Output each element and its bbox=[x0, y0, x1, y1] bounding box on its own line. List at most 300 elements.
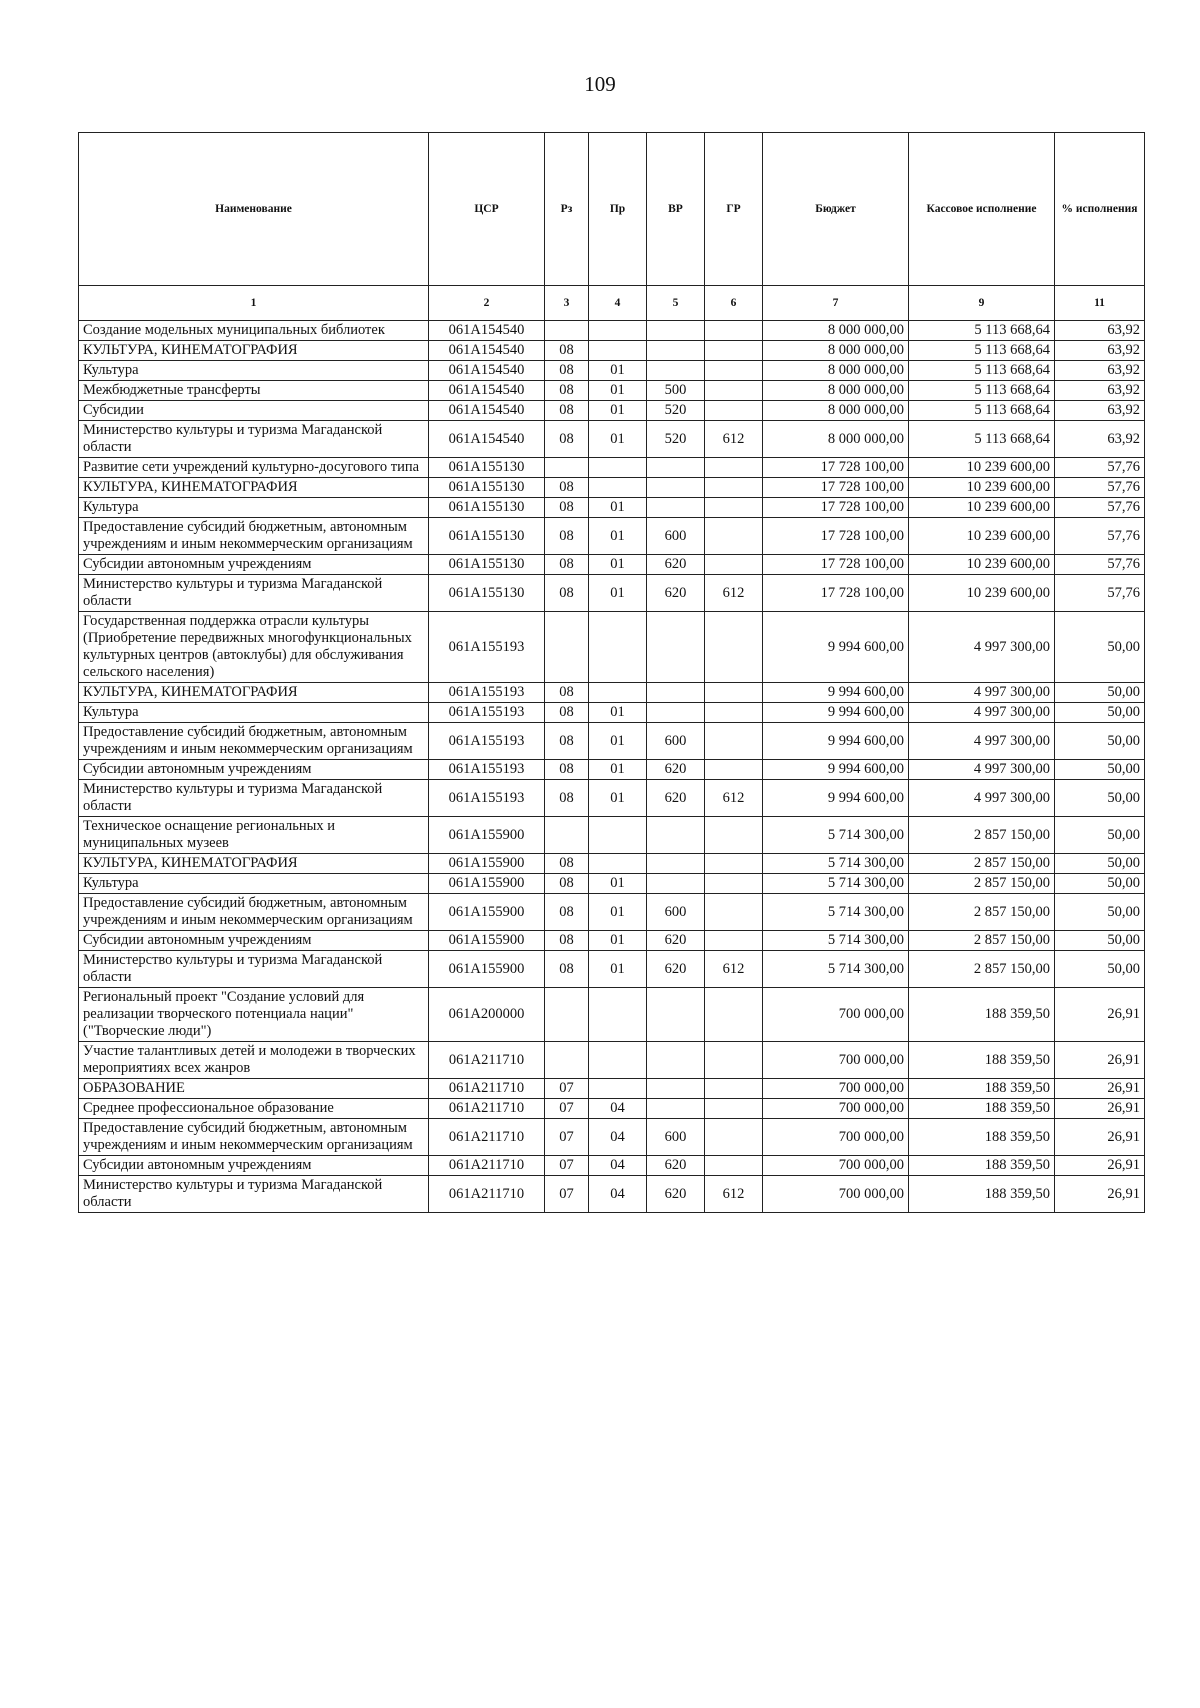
rz-cell: 08 bbox=[545, 401, 589, 421]
pr-cell: 01 bbox=[589, 780, 647, 817]
row-name-cell: КУЛЬТУРА, КИНЕМАТОГРАФИЯ bbox=[79, 683, 429, 703]
vr-cell: 620 bbox=[647, 780, 705, 817]
table-row bbox=[79, 498, 1145, 518]
percent-cell: 63,92 bbox=[1055, 321, 1145, 341]
rz-cell: 08 bbox=[545, 723, 589, 760]
row-name-cell: Предоставление субсидий бюджетным, автономным учреждениям и иным некоммерческим организациям bbox=[79, 723, 429, 760]
percent-cell: 50,00 bbox=[1055, 760, 1145, 780]
pr-cell bbox=[589, 341, 647, 361]
vr-cell: 500 bbox=[647, 381, 705, 401]
csr-cell: 061A211710 bbox=[429, 1119, 545, 1156]
header-cell: Кассовое исполнение bbox=[909, 133, 1055, 286]
budget-cell: 17 728 100,00 bbox=[763, 478, 909, 498]
percent-cell: 57,76 bbox=[1055, 478, 1145, 498]
csr-cell: 061A154540 bbox=[429, 341, 545, 361]
table-body bbox=[79, 321, 1145, 1213]
column-number: 3 bbox=[545, 286, 589, 321]
budget-cell: 700 000,00 bbox=[763, 988, 909, 1042]
pr-cell bbox=[589, 988, 647, 1042]
gr-cell bbox=[705, 518, 763, 555]
rz-cell: 08 bbox=[545, 874, 589, 894]
csr-cell: 061A155130 bbox=[429, 498, 545, 518]
row-name-cell: Предоставление субсидий бюджетным, автономным учреждениям и иным некоммерческим организациям bbox=[79, 894, 429, 931]
vr-cell: 620 bbox=[647, 1156, 705, 1176]
budget-cell: 5 714 300,00 bbox=[763, 931, 909, 951]
table-row bbox=[79, 1042, 1145, 1079]
rz-cell: 07 bbox=[545, 1176, 589, 1213]
execution-cell: 4 997 300,00 bbox=[909, 612, 1055, 683]
rz-cell bbox=[545, 1042, 589, 1079]
table-row bbox=[79, 421, 1145, 458]
execution-cell: 10 239 600,00 bbox=[909, 498, 1055, 518]
gr-cell bbox=[705, 401, 763, 421]
percent-cell: 63,92 bbox=[1055, 341, 1145, 361]
vr-cell: 620 bbox=[647, 555, 705, 575]
csr-cell: 061A155193 bbox=[429, 683, 545, 703]
percent-cell: 50,00 bbox=[1055, 894, 1145, 931]
vr-cell bbox=[647, 361, 705, 381]
row-name-cell: Министерство культуры и туризма Магаданской области bbox=[79, 421, 429, 458]
pr-cell bbox=[589, 458, 647, 478]
budget-cell: 17 728 100,00 bbox=[763, 555, 909, 575]
pr-cell: 01 bbox=[589, 951, 647, 988]
csr-cell: 061A155900 bbox=[429, 854, 545, 874]
table-row bbox=[79, 894, 1145, 931]
percent-cell: 50,00 bbox=[1055, 683, 1145, 703]
budget-cell: 5 714 300,00 bbox=[763, 874, 909, 894]
pr-cell bbox=[589, 683, 647, 703]
vr-cell: 600 bbox=[647, 894, 705, 931]
csr-cell: 061A155130 bbox=[429, 458, 545, 478]
percent-cell: 63,92 bbox=[1055, 381, 1145, 401]
vr-cell: 620 bbox=[647, 951, 705, 988]
row-name-cell: КУЛЬТУРА, КИНЕМАТОГРАФИЯ bbox=[79, 478, 429, 498]
table-row bbox=[79, 780, 1145, 817]
budget-cell: 8 000 000,00 bbox=[763, 381, 909, 401]
vr-cell: 620 bbox=[647, 931, 705, 951]
rz-cell: 08 bbox=[545, 381, 589, 401]
csr-cell: 061A155130 bbox=[429, 478, 545, 498]
table-row bbox=[79, 401, 1145, 421]
budget-cell: 9 994 600,00 bbox=[763, 612, 909, 683]
table-row bbox=[79, 931, 1145, 951]
csr-cell: 061A155193 bbox=[429, 612, 545, 683]
row-name-cell: Министерство культуры и туризма Магаданской области bbox=[79, 575, 429, 612]
rz-cell bbox=[545, 321, 589, 341]
vr-cell bbox=[647, 458, 705, 478]
budget-cell: 8 000 000,00 bbox=[763, 341, 909, 361]
execution-cell: 188 359,50 bbox=[909, 1099, 1055, 1119]
row-name-cell: Субсидии автономным учреждениям bbox=[79, 555, 429, 575]
budget-cell: 8 000 000,00 bbox=[763, 321, 909, 341]
table-row bbox=[79, 854, 1145, 874]
budget-cell: 17 728 100,00 bbox=[763, 575, 909, 612]
csr-cell: 061A211710 bbox=[429, 1156, 545, 1176]
table-row bbox=[79, 478, 1145, 498]
percent-cell: 50,00 bbox=[1055, 703, 1145, 723]
column-number: 11 bbox=[1055, 286, 1145, 321]
execution-cell: 2 857 150,00 bbox=[909, 854, 1055, 874]
budget-cell: 700 000,00 bbox=[763, 1079, 909, 1099]
percent-cell: 50,00 bbox=[1055, 951, 1145, 988]
vr-cell bbox=[647, 1079, 705, 1099]
csr-cell: 061A155193 bbox=[429, 723, 545, 760]
gr-cell bbox=[705, 555, 763, 575]
execution-cell: 188 359,50 bbox=[909, 1042, 1055, 1079]
rz-cell bbox=[545, 817, 589, 854]
row-name-cell: Межбюджетные трансферты bbox=[79, 381, 429, 401]
percent-cell: 57,76 bbox=[1055, 518, 1145, 555]
execution-cell: 188 359,50 bbox=[909, 988, 1055, 1042]
pr-cell: 01 bbox=[589, 703, 647, 723]
column-number: 6 bbox=[705, 286, 763, 321]
execution-cell: 5 113 668,64 bbox=[909, 401, 1055, 421]
budget-cell: 700 000,00 bbox=[763, 1119, 909, 1156]
pr-cell bbox=[589, 612, 647, 683]
budget-cell: 8 000 000,00 bbox=[763, 401, 909, 421]
table-row bbox=[79, 555, 1145, 575]
vr-cell bbox=[647, 683, 705, 703]
csr-cell: 061A155193 bbox=[429, 760, 545, 780]
execution-cell: 2 857 150,00 bbox=[909, 874, 1055, 894]
budget-cell: 17 728 100,00 bbox=[763, 518, 909, 555]
gr-cell: 612 bbox=[705, 421, 763, 458]
pr-cell: 01 bbox=[589, 401, 647, 421]
pr-cell: 01 bbox=[589, 555, 647, 575]
pr-cell: 04 bbox=[589, 1176, 647, 1213]
gr-cell bbox=[705, 817, 763, 854]
row-name-cell: Государственная поддержка отрасли культуры (Приобретение передвижных многофункциональных культурных центров (автоклубы) для обслуживания сельского населения) bbox=[79, 612, 429, 683]
execution-cell: 4 997 300,00 bbox=[909, 760, 1055, 780]
percent-cell: 26,91 bbox=[1055, 1119, 1145, 1156]
vr-cell: 600 bbox=[647, 723, 705, 760]
rz-cell: 08 bbox=[545, 683, 589, 703]
gr-cell bbox=[705, 498, 763, 518]
row-name-cell: Министерство культуры и туризма Магаданской области bbox=[79, 951, 429, 988]
csr-cell: 061A155900 bbox=[429, 894, 545, 931]
gr-cell bbox=[705, 683, 763, 703]
gr-cell bbox=[705, 931, 763, 951]
gr-cell bbox=[705, 874, 763, 894]
column-number: 2 bbox=[429, 286, 545, 321]
vr-cell: 600 bbox=[647, 1119, 705, 1156]
vr-cell bbox=[647, 874, 705, 894]
table-row bbox=[79, 951, 1145, 988]
vr-cell: 600 bbox=[647, 518, 705, 555]
pr-cell: 01 bbox=[589, 498, 647, 518]
csr-cell: 061A155193 bbox=[429, 780, 545, 817]
header-cell: % исполнения bbox=[1055, 133, 1145, 286]
rz-cell: 08 bbox=[545, 341, 589, 361]
budget-cell: 5 714 300,00 bbox=[763, 817, 909, 854]
csr-cell: 061A155900 bbox=[429, 931, 545, 951]
row-name-cell: ОБРАЗОВАНИЕ bbox=[79, 1079, 429, 1099]
vr-cell bbox=[647, 988, 705, 1042]
rz-cell bbox=[545, 612, 589, 683]
gr-cell bbox=[705, 1119, 763, 1156]
table-row bbox=[79, 518, 1145, 555]
percent-cell: 50,00 bbox=[1055, 612, 1145, 683]
percent-cell: 57,76 bbox=[1055, 498, 1145, 518]
percent-cell: 63,92 bbox=[1055, 361, 1145, 381]
vr-cell bbox=[647, 341, 705, 361]
header-cell: ГР bbox=[705, 133, 763, 286]
rz-cell: 08 bbox=[545, 361, 589, 381]
header-cell: Наименование bbox=[79, 133, 429, 286]
execution-cell: 10 239 600,00 bbox=[909, 458, 1055, 478]
column-number: 4 bbox=[589, 286, 647, 321]
vr-cell: 620 bbox=[647, 1176, 705, 1213]
gr-cell bbox=[705, 1079, 763, 1099]
rz-cell bbox=[545, 988, 589, 1042]
rz-cell: 08 bbox=[545, 478, 589, 498]
pr-cell: 01 bbox=[589, 575, 647, 612]
gr-cell bbox=[705, 1099, 763, 1119]
percent-cell: 57,76 bbox=[1055, 575, 1145, 612]
page-number: 109 bbox=[584, 72, 616, 96]
percent-cell: 26,91 bbox=[1055, 1176, 1145, 1213]
pr-cell: 01 bbox=[589, 894, 647, 931]
gr-cell: 612 bbox=[705, 780, 763, 817]
gr-cell bbox=[705, 703, 763, 723]
rz-cell: 08 bbox=[545, 421, 589, 458]
table-row bbox=[79, 361, 1145, 381]
csr-cell: 061A154540 bbox=[429, 401, 545, 421]
row-name-cell: Субсидии автономным учреждениям bbox=[79, 931, 429, 951]
rz-cell: 07 bbox=[545, 1156, 589, 1176]
header-row bbox=[79, 133, 1145, 286]
vr-cell: 620 bbox=[647, 575, 705, 612]
pr-cell: 01 bbox=[589, 874, 647, 894]
table-row bbox=[79, 1099, 1145, 1119]
rz-cell: 08 bbox=[545, 498, 589, 518]
gr-cell: 612 bbox=[705, 1176, 763, 1213]
table-row bbox=[79, 341, 1145, 361]
budget-cell: 5 714 300,00 bbox=[763, 951, 909, 988]
rz-cell: 08 bbox=[545, 780, 589, 817]
pr-cell bbox=[589, 1042, 647, 1079]
execution-cell: 5 113 668,64 bbox=[909, 341, 1055, 361]
percent-cell: 57,76 bbox=[1055, 555, 1145, 575]
budget-cell: 9 994 600,00 bbox=[763, 760, 909, 780]
execution-cell: 4 997 300,00 bbox=[909, 780, 1055, 817]
csr-cell: 061A154540 bbox=[429, 421, 545, 458]
csr-cell: 061A211710 bbox=[429, 1176, 545, 1213]
rz-cell: 07 bbox=[545, 1099, 589, 1119]
table-row bbox=[79, 817, 1145, 854]
execution-cell: 4 997 300,00 bbox=[909, 723, 1055, 760]
row-name-cell: Культура bbox=[79, 498, 429, 518]
pr-cell: 01 bbox=[589, 361, 647, 381]
table-row bbox=[79, 458, 1145, 478]
column-number-row bbox=[79, 286, 1145, 321]
vr-cell: 520 bbox=[647, 401, 705, 421]
rz-cell: 08 bbox=[545, 931, 589, 951]
percent-cell: 63,92 bbox=[1055, 401, 1145, 421]
pr-cell bbox=[589, 854, 647, 874]
vr-cell: 520 bbox=[647, 421, 705, 458]
vr-cell bbox=[647, 1099, 705, 1119]
gr-cell bbox=[705, 723, 763, 760]
budget-cell: 700 000,00 bbox=[763, 1042, 909, 1079]
gr-cell bbox=[705, 361, 763, 381]
percent-cell: 26,91 bbox=[1055, 1079, 1145, 1099]
row-name-cell: Региональный проект "Создание условий для реализации творческого потенциала нации" ("Творческие люди") bbox=[79, 988, 429, 1042]
table-row bbox=[79, 612, 1145, 683]
gr-cell bbox=[705, 612, 763, 683]
execution-cell: 5 113 668,64 bbox=[909, 321, 1055, 341]
table-row bbox=[79, 1176, 1145, 1213]
budget-cell: 700 000,00 bbox=[763, 1176, 909, 1213]
csr-cell: 061A155900 bbox=[429, 951, 545, 988]
percent-cell: 26,91 bbox=[1055, 1099, 1145, 1119]
rz-cell: 08 bbox=[545, 703, 589, 723]
rz-cell: 07 bbox=[545, 1119, 589, 1156]
header-cell: ВР bbox=[647, 133, 705, 286]
table-row bbox=[79, 1119, 1145, 1156]
csr-cell: 061A154540 bbox=[429, 381, 545, 401]
rz-cell: 08 bbox=[545, 575, 589, 612]
csr-cell: 061A154540 bbox=[429, 361, 545, 381]
row-name-cell: Министерство культуры и туризма Магаданской области bbox=[79, 780, 429, 817]
row-name-cell: Субсидии автономным учреждениям bbox=[79, 1156, 429, 1176]
percent-cell: 26,91 bbox=[1055, 988, 1145, 1042]
header-cell: Пр bbox=[589, 133, 647, 286]
table-row bbox=[79, 874, 1145, 894]
rz-cell: 08 bbox=[545, 951, 589, 988]
row-name-cell: Техническое оснащение региональных и муниципальных музеев bbox=[79, 817, 429, 854]
column-number: 9 bbox=[909, 286, 1055, 321]
table-row bbox=[79, 723, 1145, 760]
gr-cell bbox=[705, 760, 763, 780]
execution-cell: 4 997 300,00 bbox=[909, 683, 1055, 703]
execution-cell: 188 359,50 bbox=[909, 1079, 1055, 1099]
csr-cell: 061A154540 bbox=[429, 321, 545, 341]
gr-cell bbox=[705, 458, 763, 478]
execution-cell: 10 239 600,00 bbox=[909, 555, 1055, 575]
gr-cell bbox=[705, 988, 763, 1042]
table-row bbox=[79, 1156, 1145, 1176]
pr-cell: 04 bbox=[589, 1099, 647, 1119]
execution-cell: 5 113 668,64 bbox=[909, 361, 1055, 381]
vr-cell bbox=[647, 321, 705, 341]
rz-cell: 08 bbox=[545, 854, 589, 874]
pr-cell bbox=[589, 478, 647, 498]
vr-cell bbox=[647, 854, 705, 874]
vr-cell bbox=[647, 612, 705, 683]
csr-cell: 061A155900 bbox=[429, 817, 545, 854]
budget-cell: 5 714 300,00 bbox=[763, 894, 909, 931]
row-name-cell: Предоставление субсидий бюджетным, автономным учреждениям и иным некоммерческим организациям bbox=[79, 1119, 429, 1156]
pr-cell: 01 bbox=[589, 381, 647, 401]
row-name-cell: Субсидии автономным учреждениям bbox=[79, 760, 429, 780]
pr-cell bbox=[589, 321, 647, 341]
row-name-cell: Участие талантливых детей и молодежи в творческих мероприятиях всех жанров bbox=[79, 1042, 429, 1079]
rz-cell: 08 bbox=[545, 518, 589, 555]
table-row bbox=[79, 321, 1145, 341]
csr-cell: 061A155130 bbox=[429, 518, 545, 555]
budget-cell: 9 994 600,00 bbox=[763, 683, 909, 703]
execution-cell: 2 857 150,00 bbox=[909, 817, 1055, 854]
percent-cell: 57,76 bbox=[1055, 458, 1145, 478]
vr-cell bbox=[647, 817, 705, 854]
row-name-cell: Создание модельных муниципальных библиотек bbox=[79, 321, 429, 341]
table-row bbox=[79, 575, 1145, 612]
vr-cell bbox=[647, 1042, 705, 1079]
rz-cell: 08 bbox=[545, 555, 589, 575]
header-cell: Рз bbox=[545, 133, 589, 286]
pr-cell bbox=[589, 817, 647, 854]
budget-cell: 8 000 000,00 bbox=[763, 361, 909, 381]
row-name-cell: КУЛЬТУРА, КИНЕМАТОГРАФИЯ bbox=[79, 854, 429, 874]
csr-cell: 061A211710 bbox=[429, 1099, 545, 1119]
pr-cell: 01 bbox=[589, 723, 647, 760]
execution-cell: 10 239 600,00 bbox=[909, 518, 1055, 555]
csr-cell: 061A211710 bbox=[429, 1079, 545, 1099]
csr-cell: 061A155193 bbox=[429, 703, 545, 723]
table-row bbox=[79, 703, 1145, 723]
budget-cell: 9 994 600,00 bbox=[763, 703, 909, 723]
gr-cell bbox=[705, 478, 763, 498]
gr-cell: 612 bbox=[705, 575, 763, 612]
budget-cell: 17 728 100,00 bbox=[763, 458, 909, 478]
percent-cell: 50,00 bbox=[1055, 874, 1145, 894]
csr-cell: 061A200000 bbox=[429, 988, 545, 1042]
header-cell: ЦСР bbox=[429, 133, 545, 286]
execution-cell: 5 113 668,64 bbox=[909, 421, 1055, 458]
budget-cell: 700 000,00 bbox=[763, 1099, 909, 1119]
execution-cell: 188 359,50 bbox=[909, 1156, 1055, 1176]
column-number: 7 bbox=[763, 286, 909, 321]
gr-cell: 612 bbox=[705, 951, 763, 988]
budget-cell: 8 000 000,00 bbox=[763, 421, 909, 458]
vr-cell bbox=[647, 498, 705, 518]
rz-cell: 08 bbox=[545, 760, 589, 780]
csr-cell: 061A211710 bbox=[429, 1042, 545, 1079]
budget-cell: 9 994 600,00 bbox=[763, 780, 909, 817]
percent-cell: 50,00 bbox=[1055, 854, 1145, 874]
percent-cell: 50,00 bbox=[1055, 780, 1145, 817]
execution-cell: 2 857 150,00 bbox=[909, 931, 1055, 951]
pr-cell: 01 bbox=[589, 421, 647, 458]
row-name-cell: КУЛЬТУРА, КИНЕМАТОГРАФИЯ bbox=[79, 341, 429, 361]
budget-cell: 17 728 100,00 bbox=[763, 498, 909, 518]
pr-cell: 04 bbox=[589, 1156, 647, 1176]
header-cell: Бюджет bbox=[763, 133, 909, 286]
gr-cell bbox=[705, 854, 763, 874]
gr-cell bbox=[705, 1156, 763, 1176]
row-name-cell: Культура bbox=[79, 361, 429, 381]
row-name-cell: Культура bbox=[79, 874, 429, 894]
table-row bbox=[79, 1079, 1145, 1099]
rz-cell: 08 bbox=[545, 894, 589, 931]
row-name-cell: Культура bbox=[79, 703, 429, 723]
gr-cell bbox=[705, 321, 763, 341]
execution-cell: 2 857 150,00 bbox=[909, 951, 1055, 988]
budget-cell: 9 994 600,00 bbox=[763, 723, 909, 760]
budget-execution-table bbox=[78, 132, 1145, 1213]
percent-cell: 50,00 bbox=[1055, 723, 1145, 760]
pr-cell: 01 bbox=[589, 931, 647, 951]
csr-cell: 061A155130 bbox=[429, 575, 545, 612]
budget-cell: 5 714 300,00 bbox=[763, 854, 909, 874]
row-name-cell: Предоставление субсидий бюджетным, автономным учреждениям и иным некоммерческим организациям bbox=[79, 518, 429, 555]
execution-cell: 2 857 150,00 bbox=[909, 894, 1055, 931]
vr-cell: 620 bbox=[647, 760, 705, 780]
row-name-cell: Министерство культуры и туризма Магаданской области bbox=[79, 1176, 429, 1213]
table-row bbox=[79, 381, 1145, 401]
percent-cell: 50,00 bbox=[1055, 817, 1145, 854]
